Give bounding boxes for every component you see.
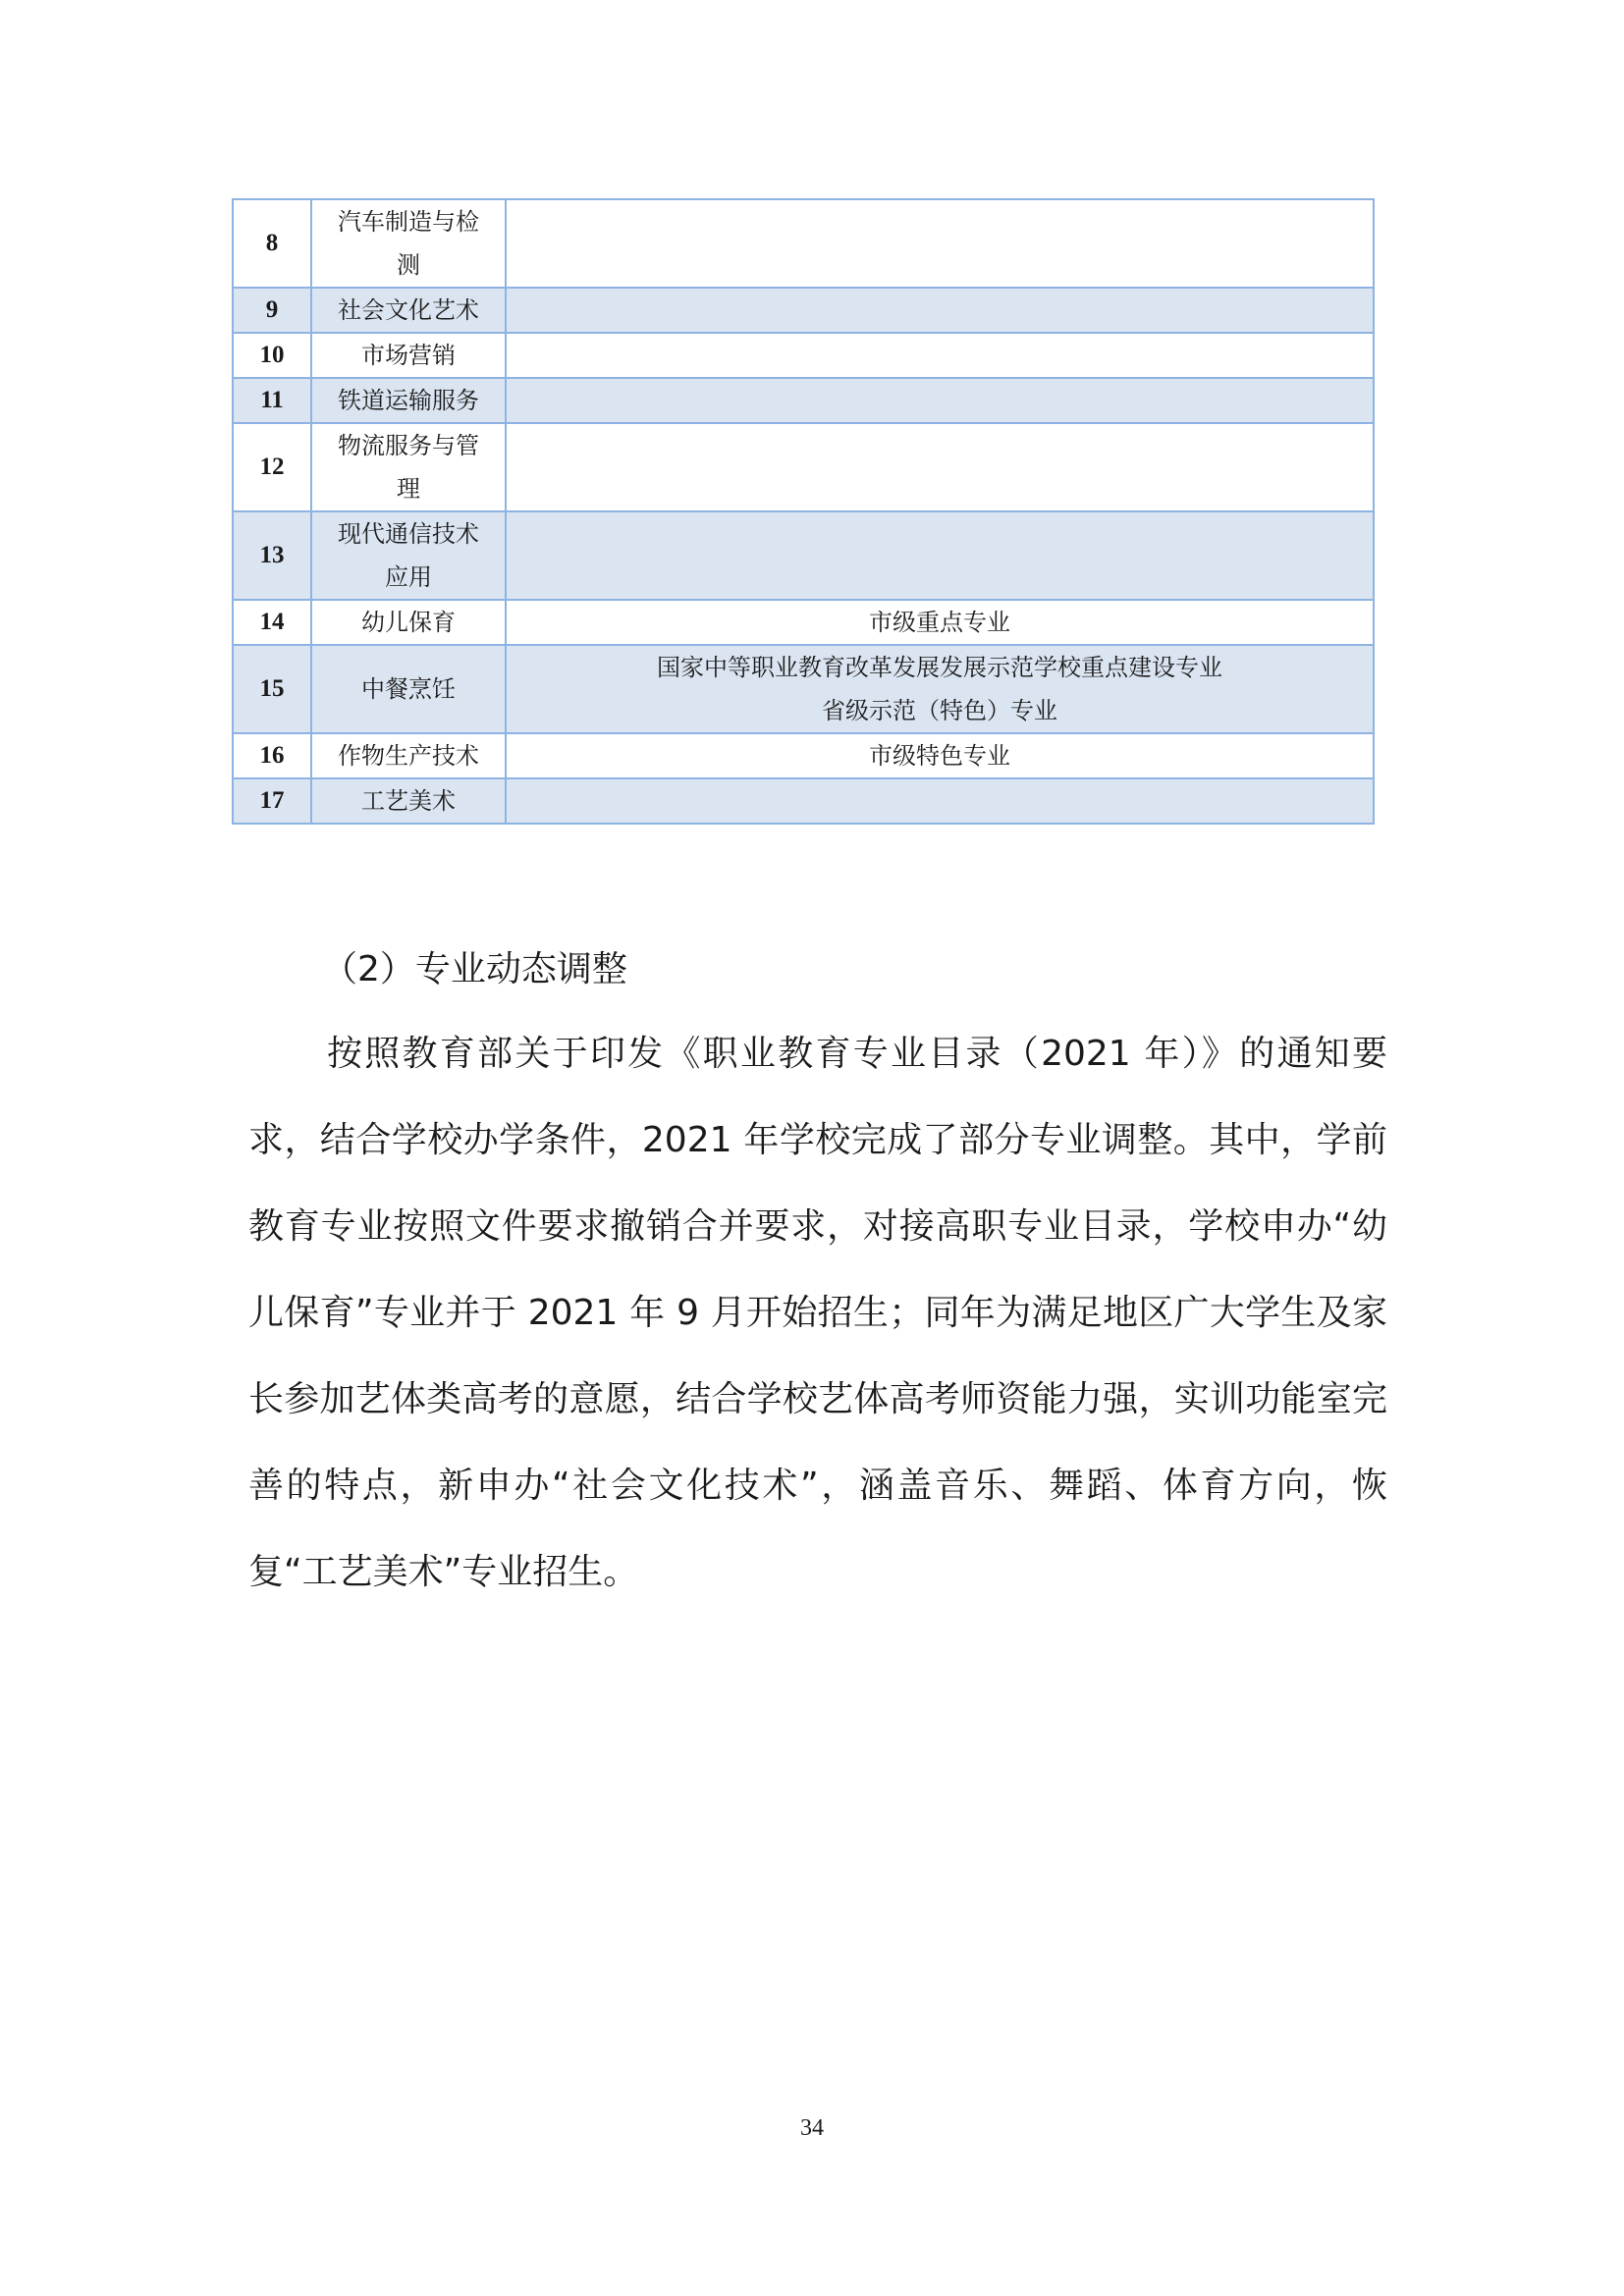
table-row	[233, 378, 1374, 423]
row-number-cell: 10	[233, 333, 311, 378]
specialty-name-cell	[311, 199, 506, 288]
page-number: 34	[800, 2115, 824, 2141]
specialty-table	[232, 198, 1375, 825]
row-number-cell: 12	[233, 423, 311, 511]
specialty-note-cell	[506, 288, 1374, 333]
specialty-name-cell	[311, 645, 506, 733]
specialty-name-cell	[311, 333, 506, 378]
specialty-note-cell	[506, 378, 1374, 423]
specialty-table-body	[233, 199, 1374, 824]
specialty-name-line: 工艺美术	[361, 787, 456, 815]
specialty-name-line: 现代通信技术	[338, 520, 479, 548]
specialty-name-line: 汽车制造与检	[338, 208, 479, 236]
table-row	[233, 199, 1374, 288]
specialty-note-line: 省级示范（特色）专业	[822, 697, 1057, 724]
specialty-note-cell	[506, 333, 1374, 378]
specialty-name-line: 测	[397, 251, 420, 279]
row-number-cell: 17	[233, 778, 311, 824]
table-row	[233, 733, 1374, 778]
specialty-note-cell	[506, 511, 1374, 600]
table-row	[233, 288, 1374, 333]
specialty-note-cell	[506, 645, 1374, 733]
row-number-cell: 14	[233, 600, 311, 645]
specialty-name-line: 应用	[385, 563, 432, 591]
specialty-note-cell	[506, 423, 1374, 511]
row-number-cell: 11	[233, 378, 311, 423]
table-row	[233, 645, 1374, 733]
specialty-name-line: 市场营销	[361, 342, 456, 369]
specialty-note-cell	[506, 778, 1374, 824]
specialty-name-line: 理	[397, 475, 420, 503]
body-paragraph: 按照教育部关于印发《职业教育专业目录（2021 年）》的通知要求，结合学校办学条件，2021 年学校完成了部分专业调整。其中，学前教育专业按照文件要求撤销合并要求，对接高职专业目录，学校申办“幼儿保育”专业并于 2021 年 9 月开始招生；同年为满足地区广大学生及家长参加艺体类高考的意愿，结合学校艺体高考师资能力强，实训功能室完善的特点，新申办“社会文化技术”，涵盖音乐、舞蹈、体育方向，恢复“工艺美术”专业招生。	[248, 1034, 1387, 1592]
specialty-name-cell	[311, 423, 506, 511]
specialty-note-line: 市级重点专业	[869, 609, 1010, 636]
specialty-name-line: 中餐烹饪	[361, 675, 456, 703]
specialty-name-line: 铁道运输服务	[338, 387, 479, 414]
specialty-note-cell	[506, 600, 1374, 645]
specialty-name-cell	[311, 733, 506, 778]
table-row	[233, 511, 1374, 600]
specialty-name-cell	[311, 600, 506, 645]
table-row	[233, 423, 1374, 511]
table-row	[233, 600, 1374, 645]
specialty-name-line: 社会文化艺术	[338, 296, 479, 324]
row-number-cell: 8	[233, 199, 311, 288]
specialty-name-cell	[311, 288, 506, 333]
specialty-note-line: 国家中等职业教育改革发展发展示范学校重点建设专业	[657, 654, 1222, 681]
specialty-name-line: 幼儿保育	[361, 609, 456, 636]
table-row	[233, 333, 1374, 378]
row-number-cell: 15	[233, 645, 311, 733]
specialty-note-line: 市级特色专业	[869, 742, 1010, 770]
row-number-cell: 16	[233, 733, 311, 778]
specialty-name-cell	[311, 511, 506, 600]
specialty-note-cell	[506, 199, 1374, 288]
specialty-name-cell	[311, 778, 506, 824]
section-subheading: （2）专业动态调整	[322, 949, 627, 989]
specialty-note-cell	[506, 733, 1374, 778]
row-number-cell: 13	[233, 511, 311, 600]
row-number-cell: 9	[233, 288, 311, 333]
specialty-name-line: 作物生产技术	[338, 742, 479, 770]
table-row	[233, 778, 1374, 824]
specialty-name-cell	[311, 378, 506, 423]
specialty-name-line: 物流服务与管	[338, 432, 479, 459]
